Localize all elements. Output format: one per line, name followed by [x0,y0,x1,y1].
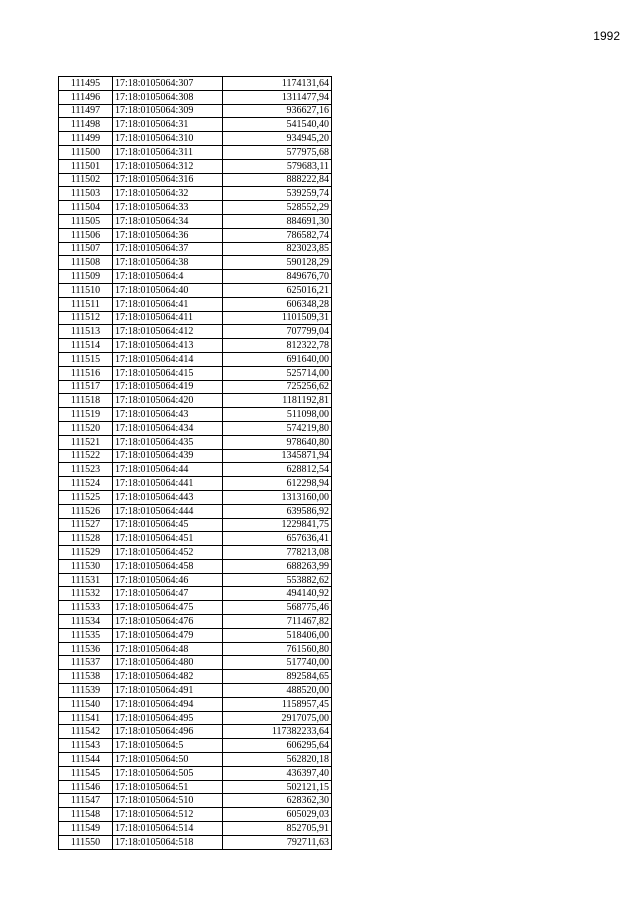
cadastral-value-cell: 528552,29 [223,201,332,215]
row-number-cell: 111500 [59,145,113,159]
cadastral-value-cell: 792711,63 [223,835,332,849]
cadastral-value-cell: 511098,00 [223,408,332,422]
row-number-cell: 111546 [59,780,113,794]
cadastral-value-cell: 562820,18 [223,753,332,767]
row-number-cell: 111517 [59,380,113,394]
page-number: 1992 [593,29,620,43]
cadastral-number-cell: 17:18:0105064:307 [113,77,223,91]
row-number-cell: 111529 [59,546,113,560]
cadastral-value-cell: 612298,94 [223,477,332,491]
cadastral-value-cell: 518406,00 [223,628,332,642]
row-number-cell: 111537 [59,656,113,670]
row-number-cell: 111524 [59,477,113,491]
cadastral-number-cell: 17:18:0105064:38 [113,256,223,270]
cadastral-number-cell: 17:18:0105064:31 [113,118,223,132]
cadastral-number-cell: 17:18:0105064:41 [113,297,223,311]
table-row [59,463,332,477]
cadastral-number-cell: 17:18:0105064:308 [113,90,223,104]
row-number-cell: 111508 [59,256,113,270]
cadastral-value-cell: 579683,11 [223,159,332,173]
table-row [59,311,332,325]
cadastral-number-cell: 17:18:0105064:316 [113,173,223,187]
row-number-cell: 111497 [59,104,113,118]
table-row [59,145,332,159]
table-row [59,546,332,560]
table-body [59,77,332,850]
cadastral-number-cell: 17:18:0105064:475 [113,601,223,615]
cadastral-value-cell: 1345871,94 [223,449,332,463]
cadastral-number-cell: 17:18:0105064:310 [113,132,223,146]
row-number-cell: 111530 [59,559,113,573]
table-row [59,587,332,601]
cadastral-value-cell: 892584,65 [223,670,332,684]
cadastral-value-cell: 725256,62 [223,380,332,394]
row-number-cell: 111538 [59,670,113,684]
cadastral-number-cell: 17:18:0105064:412 [113,325,223,339]
cadastral-number-cell: 17:18:0105064:479 [113,628,223,642]
row-number-cell: 111532 [59,587,113,601]
row-number-cell: 111535 [59,628,113,642]
cadastral-value-cell: 577975,68 [223,145,332,159]
cadastral-number-cell: 17:18:0105064:50 [113,753,223,767]
table-row [59,739,332,753]
row-number-cell: 111509 [59,270,113,284]
table-row [59,132,332,146]
cadastral-number-cell: 17:18:0105064:495 [113,711,223,725]
cadastral-number-cell: 17:18:0105064:51 [113,780,223,794]
row-number-cell: 111533 [59,601,113,615]
cadastral-number-cell: 17:18:0105064:476 [113,615,223,629]
cadastral-value-cell: 1101509,31 [223,311,332,325]
cadastral-number-cell: 17:18:0105064:419 [113,380,223,394]
table-row [59,256,332,270]
table-row [59,366,332,380]
cadastral-value-cell: 117382233,64 [223,725,332,739]
table-row [59,394,332,408]
row-number-cell: 111521 [59,435,113,449]
cadastral-number-cell: 17:18:0105064:494 [113,697,223,711]
row-number-cell: 111531 [59,573,113,587]
table-row [59,628,332,642]
table-row [59,352,332,366]
table-row [59,159,332,173]
row-number-cell: 111498 [59,118,113,132]
cadastral-number-cell: 17:18:0105064:435 [113,435,223,449]
cadastral-number-cell: 17:18:0105064:413 [113,339,223,353]
cadastral-number-cell: 17:18:0105064:309 [113,104,223,118]
row-number-cell: 111548 [59,808,113,822]
table-row [59,449,332,463]
table-row [59,711,332,725]
cadastral-value-cell: 761560,80 [223,642,332,656]
table-row [59,573,332,587]
row-number-cell: 111515 [59,352,113,366]
cadastral-value-cell: 657636,41 [223,532,332,546]
table-row [59,780,332,794]
cadastral-value-cell: 778213,08 [223,546,332,560]
row-number-cell: 111543 [59,739,113,753]
table-row [59,601,332,615]
row-number-cell: 111513 [59,325,113,339]
table-row [59,504,332,518]
cadastral-value-cell: 707799,04 [223,325,332,339]
cadastral-number-cell: 17:18:0105064:414 [113,352,223,366]
cadastral-value-cell: 849676,70 [223,270,332,284]
cadastral-value-cell: 852705,91 [223,822,332,836]
cadastral-number-cell: 17:18:0105064:451 [113,532,223,546]
cadastral-number-cell: 17:18:0105064:512 [113,808,223,822]
cadastral-number-cell: 17:18:0105064:45 [113,518,223,532]
table-row [59,766,332,780]
cadastral-value-cell: 812322,78 [223,339,332,353]
cadastral-value-cell: 502121,15 [223,780,332,794]
row-number-cell: 111542 [59,725,113,739]
cadastral-number-cell: 17:18:0105064:43 [113,408,223,422]
row-number-cell: 111502 [59,173,113,187]
table-row [59,490,332,504]
cadastral-number-cell: 17:18:0105064:439 [113,449,223,463]
row-number-cell: 111512 [59,311,113,325]
cadastral-number-cell: 17:18:0105064:420 [113,394,223,408]
cadastral-value-cell: 494140,92 [223,587,332,601]
row-number-cell: 111522 [59,449,113,463]
cadastral-number-cell: 17:18:0105064:37 [113,242,223,256]
cadastral-value-cell: 628362,30 [223,794,332,808]
table-row [59,77,332,91]
cadastral-value-cell: 568775,46 [223,601,332,615]
cadastral-number-cell: 17:18:0105064:482 [113,670,223,684]
row-number-cell: 111549 [59,822,113,836]
cadastral-number-cell: 17:18:0105064:491 [113,684,223,698]
row-number-cell: 111507 [59,242,113,256]
row-number-cell: 111520 [59,421,113,435]
row-number-cell: 111550 [59,835,113,849]
row-number-cell: 111527 [59,518,113,532]
table-row [59,642,332,656]
cadastral-value-cell: 525714,00 [223,366,332,380]
cadastral-number-cell: 17:18:0105064:505 [113,766,223,780]
table-row [59,670,332,684]
cadastral-number-cell: 17:18:0105064:510 [113,794,223,808]
table-row [59,339,332,353]
row-number-cell: 111503 [59,187,113,201]
cadastral-number-cell: 17:18:0105064:4 [113,270,223,284]
row-number-cell: 111501 [59,159,113,173]
cadastral-value-cell: 934945,20 [223,132,332,146]
cadastral-number-cell: 17:18:0105064:312 [113,159,223,173]
cadastral-value-cell: 628812,54 [223,463,332,477]
cadastral-number-cell: 17:18:0105064:452 [113,546,223,560]
cadastral-value-cell: 1229841,75 [223,518,332,532]
table-row [59,794,332,808]
row-number-cell: 111540 [59,697,113,711]
cadastral-number-cell: 17:18:0105064:36 [113,228,223,242]
cadastral-number-cell: 17:18:0105064:441 [113,477,223,491]
cadastral-value-cell: 553882,62 [223,573,332,587]
cadastral-number-cell: 17:18:0105064:311 [113,145,223,159]
table-row [59,421,332,435]
row-number-cell: 111510 [59,283,113,297]
table-row [59,214,332,228]
table-row [59,283,332,297]
row-number-cell: 111534 [59,615,113,629]
row-number-cell: 111541 [59,711,113,725]
table-row [59,90,332,104]
cadastral-value-cell: 888222,84 [223,173,332,187]
row-number-cell: 111505 [59,214,113,228]
table-row [59,242,332,256]
cadastral-value-cell: 436397,40 [223,766,332,780]
cadastral-value-cell: 1313160,00 [223,490,332,504]
cadastral-number-cell: 17:18:0105064:518 [113,835,223,849]
cadastral-value-cell: 517740,00 [223,656,332,670]
table-row [59,325,332,339]
row-number-cell: 111523 [59,463,113,477]
row-number-cell: 111545 [59,766,113,780]
row-number-cell: 111504 [59,201,113,215]
cadastral-value-cell: 1181192,81 [223,394,332,408]
cadastral-number-cell: 17:18:0105064:34 [113,214,223,228]
table-row [59,477,332,491]
table-row [59,532,332,546]
row-number-cell: 111525 [59,490,113,504]
cadastral-number-cell: 17:18:0105064:33 [113,201,223,215]
cadastral-value-cell: 688263,99 [223,559,332,573]
cadastral-value-cell: 606295,64 [223,739,332,753]
cadastral-value-cell: 711467,82 [223,615,332,629]
table-row [59,725,332,739]
table-row [59,753,332,767]
table-row [59,559,332,573]
row-number-cell: 111511 [59,297,113,311]
cadastral-number-cell: 17:18:0105064:480 [113,656,223,670]
cadastral-number-cell: 17:18:0105064:434 [113,421,223,435]
cadastral-value-cell: 590128,29 [223,256,332,270]
cadastral-number-cell: 17:18:0105064:48 [113,642,223,656]
row-number-cell: 111518 [59,394,113,408]
cadastral-value-cell: 936627,16 [223,104,332,118]
cadastral-number-cell: 17:18:0105064:415 [113,366,223,380]
row-number-cell: 111495 [59,77,113,91]
row-number-cell: 111536 [59,642,113,656]
row-number-cell: 111514 [59,339,113,353]
table-row [59,435,332,449]
table-row [59,270,332,284]
table-row [59,297,332,311]
cadastral-value-cell: 541540,40 [223,118,332,132]
table-row [59,822,332,836]
row-number-cell: 111528 [59,532,113,546]
row-number-cell: 111519 [59,408,113,422]
row-number-cell: 111539 [59,684,113,698]
table-row [59,118,332,132]
cadastral-number-cell: 17:18:0105064:40 [113,283,223,297]
cadastral-value-cell: 823023,85 [223,242,332,256]
cadastral-value-cell: 1311477,94 [223,90,332,104]
table-row [59,201,332,215]
row-number-cell: 111526 [59,504,113,518]
cadastral-number-cell: 17:18:0105064:5 [113,739,223,753]
row-number-cell: 111547 [59,794,113,808]
cadastral-number-cell: 17:18:0105064:32 [113,187,223,201]
cadastral-value-cell: 691640,00 [223,352,332,366]
table-row [59,656,332,670]
cadastral-value-cell: 2917075,00 [223,711,332,725]
row-number-cell: 111496 [59,90,113,104]
table-row [59,228,332,242]
table-row [59,808,332,822]
cadastral-value-cell: 574219,80 [223,421,332,435]
cadastral-number-cell: 17:18:0105064:44 [113,463,223,477]
row-number-cell: 111506 [59,228,113,242]
cadastral-value-cell: 786582,74 [223,228,332,242]
cadastral-value-cell: 606348,28 [223,297,332,311]
table-row [59,380,332,394]
cadastral-value-cell: 1158957,45 [223,697,332,711]
cadastral-number-cell: 17:18:0105064:443 [113,490,223,504]
cadastral-value-cell: 488520,00 [223,684,332,698]
table-row [59,173,332,187]
row-number-cell: 111544 [59,753,113,767]
cadastral-value-cell: 625016,21 [223,283,332,297]
cadastral-number-cell: 17:18:0105064:496 [113,725,223,739]
cadastral-number-cell: 17:18:0105064:514 [113,822,223,836]
cadastral-value-cell: 884691,30 [223,214,332,228]
table-row [59,684,332,698]
cadastral-number-cell: 17:18:0105064:444 [113,504,223,518]
row-number-cell: 111516 [59,366,113,380]
cadastral-value-cell: 639586,92 [223,504,332,518]
table-row [59,835,332,849]
row-number-cell: 111499 [59,132,113,146]
cadastral-value-cell: 605029,03 [223,808,332,822]
table-row [59,408,332,422]
cadastral-number-cell: 17:18:0105064:46 [113,573,223,587]
cadastral-number-cell: 17:18:0105064:47 [113,587,223,601]
cadastral-value-cell: 978640,80 [223,435,332,449]
cadastral-number-cell: 17:18:0105064:411 [113,311,223,325]
table-row [59,697,332,711]
cadastral-value-cell: 539259,74 [223,187,332,201]
table-row [59,187,332,201]
table-row [59,615,332,629]
table-row [59,104,332,118]
cadastral-number-cell: 17:18:0105064:458 [113,559,223,573]
cadastral-value-table [58,76,332,850]
table-row [59,518,332,532]
cadastral-value-cell: 1174131,64 [223,77,332,91]
